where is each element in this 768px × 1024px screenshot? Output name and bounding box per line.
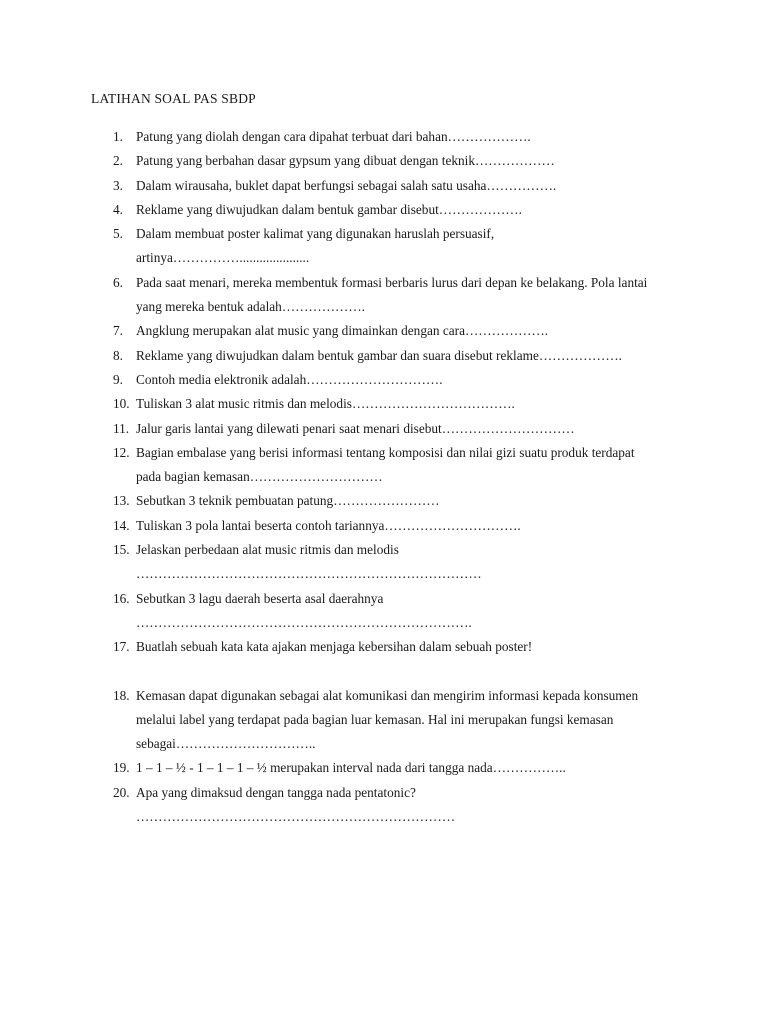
question-item — [0, 222, 768, 271]
question-text — [136, 514, 676, 538]
question-line: Dalam membuat poster kalimat yang digunakan haruslah persuasif, — [136, 226, 495, 242]
document-title: LATIHAN SOAL PAS SBDP — [91, 91, 256, 106]
question-line: Contoh media elektronik adalah…………………………. — [136, 371, 443, 387]
question-item — [0, 756, 768, 780]
question-item — [0, 392, 768, 416]
question-number: 14. — [113, 517, 130, 533]
blank-line-spacer — [0, 660, 768, 684]
question-line: Apa yang dimaksud dengan tangga nada pentatonic? — [136, 784, 416, 800]
question-text — [136, 538, 676, 587]
question-number: 8. — [113, 347, 123, 363]
question-item — [0, 538, 768, 587]
question-number: 1. — [113, 129, 123, 144]
question-line: Reklame yang diwujudkan dalam bentuk gambar dan suara disebut reklame………………. — [136, 347, 622, 363]
question-line: pada bagian kemasan………………………… — [136, 469, 383, 485]
question-number: 18. — [113, 687, 130, 703]
question-text — [136, 392, 676, 416]
question-text — [136, 368, 676, 392]
question-number: 20. — [113, 784, 130, 800]
question-line: Bagian embalase yang berisi informasi tentang komposisi dan nilai gizi suatu produk terdapat — [136, 444, 635, 460]
question-line: Jalur garis lantai yang dilewati penari saat menari disebut………………………… — [136, 420, 575, 436]
question-number: 16. — [113, 590, 130, 606]
question-line: sebagai………………………….. — [136, 736, 316, 752]
question-line: Tuliskan 3 pola lantai beserta contoh tariannya…………………………. — [136, 517, 521, 533]
question-number: 19. — [113, 760, 130, 776]
question-item — [0, 174, 768, 198]
question-line: Pada saat menari, mereka membentuk formasi berbaris lurus dari depan ke belakang. Pola lantai — [136, 274, 648, 290]
question-text — [136, 174, 676, 198]
question-text — [136, 417, 676, 441]
question-item — [0, 368, 768, 392]
question-text — [136, 684, 676, 757]
question-item — [0, 587, 768, 636]
question-line: Sebutkan 3 lagu daerah beserta asal daerahnya — [136, 590, 384, 606]
question-line: Tuliskan 3 alat music ritmis dan melodis………………………………. — [136, 396, 515, 412]
question-line: Dalam wirausaha, buklet dapat berfungsi sebagai salah satu usaha……………. — [136, 177, 557, 193]
question-number: 17. — [113, 639, 130, 655]
question-text — [136, 489, 676, 513]
question-item — [0, 344, 768, 368]
question-number: 3. — [113, 177, 123, 193]
question-item — [0, 489, 768, 513]
question-text — [136, 125, 676, 149]
question-text — [136, 344, 676, 368]
question-item — [0, 125, 768, 149]
question-item — [0, 149, 768, 173]
question-item — [0, 635, 768, 659]
question-number: 7. — [113, 323, 123, 339]
question-line: Angklung merupakan alat music yang dimainkan dengan cara………………. — [136, 323, 549, 339]
question-line: Kemasan dapat digunakan sebagai alat komunikasi dan mengirim informasi kepada konsumen — [136, 687, 639, 703]
question-line: Patung yang berbahan dasar gypsum yang dibuat dengan teknik……………… — [136, 153, 555, 169]
question-number: 10. — [113, 396, 130, 412]
question-number: 12. — [113, 444, 130, 460]
question-item — [0, 417, 768, 441]
question-text — [136, 587, 676, 636]
question-text — [136, 319, 676, 343]
question-text — [136, 198, 676, 222]
question-line: melalui label yang terdapat pada bagian luar kemasan. Hal ini merupakan fungsi kemasan — [136, 711, 614, 727]
question-text — [136, 271, 676, 320]
question-line: Buatlah sebuah kata kata ajakan menjaga kebersihan dalam sebuah poster! — [136, 639, 533, 655]
question-line: Reklame yang diwujudkan dalam bentuk gambar disebut………………. — [136, 201, 522, 217]
question-item — [0, 319, 768, 343]
question-line: ……………………………………………………………… — [136, 809, 456, 825]
question-item — [0, 684, 768, 757]
question-item — [0, 441, 768, 490]
question-line: …………………………………………………………………. — [136, 614, 472, 630]
question-line: Patung yang diolah dengan cara dipahat terbuat dari bahan………………. — [136, 129, 531, 144]
question-line: Sebutkan 3 teknik pembuatan patung…………………… — [136, 493, 440, 509]
question-number: 4. — [113, 201, 123, 217]
question-line: …………………………………………………………………… — [136, 566, 482, 582]
question-list — [0, 125, 768, 829]
question-text — [136, 222, 676, 271]
question-number: 5. — [113, 226, 123, 242]
question-text — [136, 781, 676, 830]
question-item — [0, 271, 768, 320]
question-text — [136, 756, 676, 780]
question-item — [0, 514, 768, 538]
question-number: 13. — [113, 493, 130, 509]
question-text — [136, 441, 676, 490]
question-text — [136, 635, 676, 659]
question-line: Jelaskan perbedaan alat music ritmis dan melodis — [136, 542, 399, 558]
question-line: artinya……………..................... — [136, 250, 310, 266]
question-number: 6. — [113, 274, 123, 290]
question-number: 2. — [113, 153, 123, 169]
question-item — [0, 781, 768, 830]
question-number: 11. — [113, 420, 130, 436]
question-item — [0, 198, 768, 222]
question-number: 9. — [113, 371, 123, 387]
question-text — [136, 149, 676, 173]
question-line: yang mereka bentuk adalah………………. — [136, 299, 365, 315]
question-number: 15. — [113, 542, 130, 558]
question-line: 1 – 1 – ½ - 1 – 1 – 1 – ½ merupakan interval nada dari tangga nada…………….. — [136, 760, 566, 776]
